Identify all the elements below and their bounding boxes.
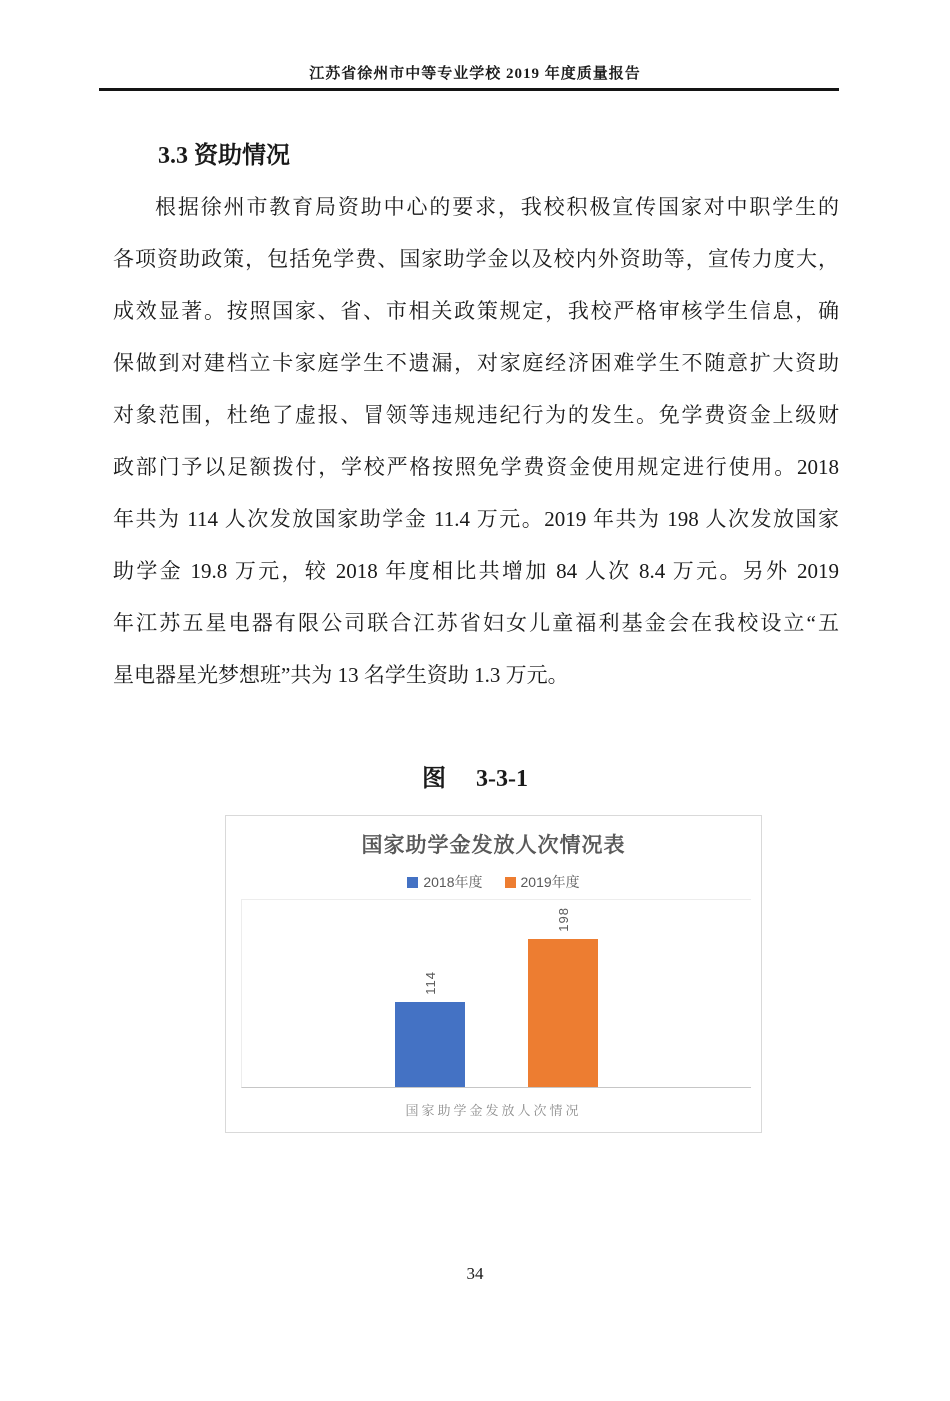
paragraph-line: 根据徐州市教育局资助中心的要求，我校积极宣传国家对中职学生的 [155, 195, 839, 219]
bar-2019 [528, 939, 598, 1087]
paragraph-line: 助学金 19.8 万元，较 2018 年度相比共增加 84 人次 8.4 万元。另外 2019 [113, 559, 839, 583]
paragraph-line: 保做到对建档立卡家庭学生不遗漏，对家庭经济困难学生不随意扩大资助 [113, 351, 839, 375]
figure-caption-prefix: 图 [422, 766, 446, 792]
figure-caption-number: 3-3-1 [476, 766, 528, 792]
section-heading: 3.3 资助情况 [158, 143, 290, 169]
legend-swatch-2019 [505, 877, 516, 888]
paragraph-line: 各项资助政策，包括免学费、国家助学金以及校内外资助等，宣传力度大， [113, 247, 839, 271]
bar-value-label-2018: 114 [422, 971, 438, 995]
legend-item-2019 [505, 872, 580, 892]
legend-item-2018 [407, 872, 482, 892]
bar-2018 [395, 1002, 465, 1087]
paragraph-line: 年共为 114 人次发放国家助学金 11.4 万元。2019 年共为 198 人次发放国家 [113, 507, 839, 531]
paragraph-line: 对象范围，杜绝了虚报、冒领等违规违纪行为的发生。免学费资金上级财 [113, 403, 839, 427]
chart-plot-area [241, 899, 751, 1088]
chart-title: 国家助学金发放人次情况表 [361, 834, 626, 857]
page-header-title: 江苏省徐州市中等专业学校 2019 年度质量报告 [309, 66, 641, 82]
chart-category-label: 国家助学金发放人次情况 [405, 1103, 582, 1118]
legend-label-2019: 2019年度 [520, 874, 580, 890]
paragraph-line: 星电器星光梦想班”共为 13 名学生资助 1.3 万元。 [113, 663, 569, 687]
figure-caption [0, 758, 950, 793]
legend-swatch-2018 [407, 877, 418, 888]
legend-label-2018: 2018年度 [423, 874, 483, 890]
paragraph-line: 政部门予以足额拨付，学校严格按照免学费资金使用规定进行使用。2018 [113, 455, 839, 479]
header-rule [99, 88, 839, 91]
body-paragraph [113, 181, 839, 701]
bar-group-2019 [528, 900, 598, 1087]
bar-value-label-2019: 198 [555, 907, 571, 932]
paragraph-line: 年江苏五星电器有限公司联合江苏省妇女儿童福利基金会在我校设立“五 [113, 611, 839, 635]
paragraph-line: 成效显著。按照国家、省、市相关政策规定，我校严格审核学生信息，确 [113, 299, 839, 323]
chart-legend [226, 872, 761, 892]
bar-group-2018 [395, 900, 465, 1087]
page-number: 34 [466, 1264, 484, 1283]
figure-chart [225, 815, 762, 1133]
